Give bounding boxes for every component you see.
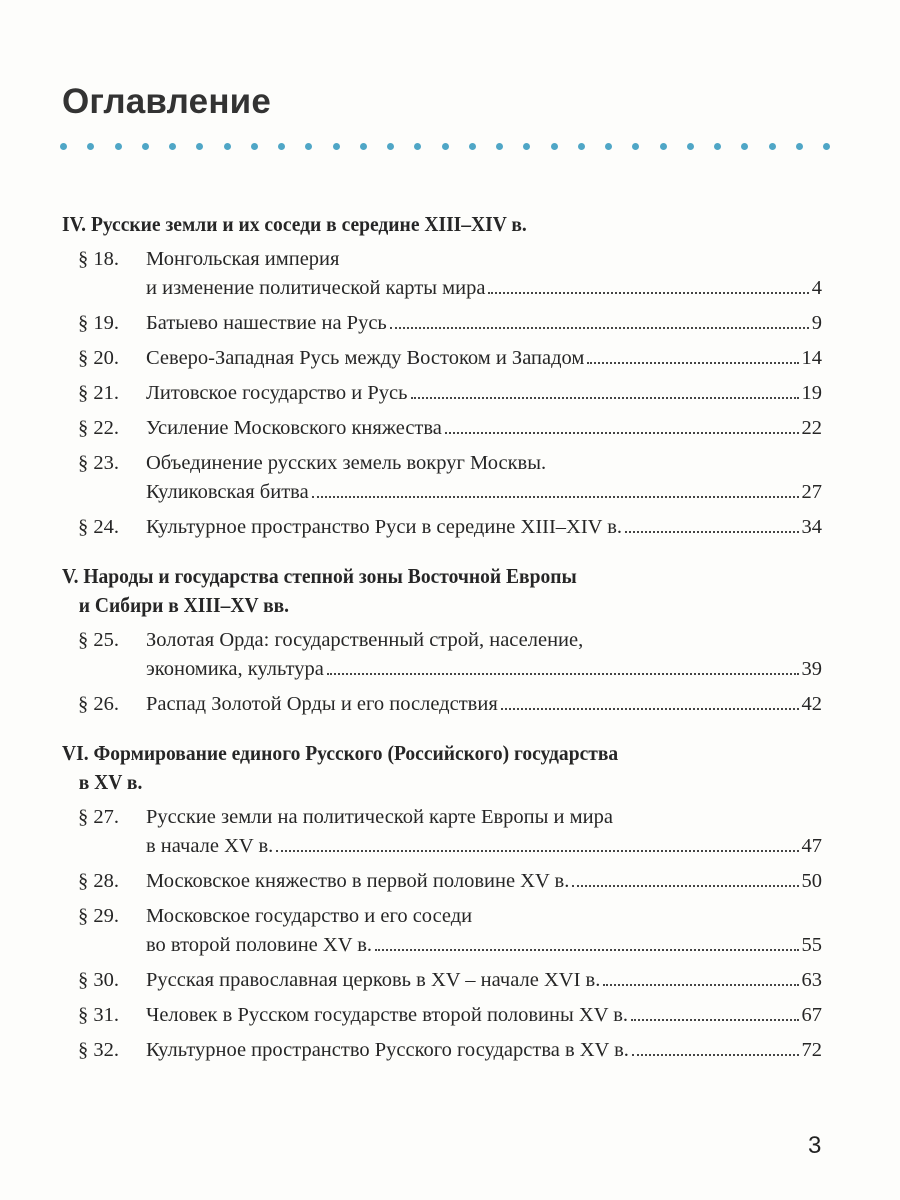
divider-dot (605, 143, 612, 150)
divider-dot (551, 143, 558, 150)
entry-page-number: 4 (811, 277, 822, 299)
entry-title: Русская православная церковь в XV – начале XVI в. (146, 969, 601, 991)
section-heading-line: V. Народы и государства степной зоны Восточной Европы (62, 564, 577, 588)
paragraph-number: § 26. (78, 693, 119, 715)
entry-title: Русские земли на политической карте Европы и мира (146, 806, 613, 828)
toc-section (62, 739, 822, 1065)
paragraph-number: § 25. (78, 629, 119, 651)
entry-title: Монгольская империя (146, 248, 340, 270)
divider-dot (196, 143, 203, 150)
divider-dot (714, 143, 721, 150)
decorative-dot-divider (60, 143, 830, 153)
paragraph-number: § 29. (78, 905, 119, 927)
divider-dot (115, 143, 122, 150)
page-title: Оглавление (62, 82, 272, 121)
toc-entry[interactable] (62, 867, 822, 896)
divider-dot (578, 143, 585, 150)
section-heading (62, 210, 825, 239)
divider-dot (305, 143, 312, 150)
paragraph-number: § 28. (78, 870, 119, 892)
entry-title: Объединение русских земель вокруг Москвы. (146, 452, 547, 474)
paragraph-number: § 24. (78, 516, 119, 538)
toc-entry[interactable] (62, 626, 822, 684)
dot-leader (488, 292, 808, 294)
toc-entry[interactable] (62, 966, 822, 995)
section-heading (62, 562, 825, 620)
section-heading-line: IV. Русские земли и их соседи в середине XIII–XIV в. (62, 212, 527, 236)
entry-title: Культурное пространство Русского государства в XV в. (146, 1039, 629, 1061)
paragraph-number: § 32. (78, 1039, 119, 1061)
entry-page-number: 67 (801, 1004, 822, 1026)
toc-entry[interactable] (62, 803, 822, 861)
dot-leader (625, 531, 798, 533)
divider-dot (169, 143, 176, 150)
toc-entry[interactable] (62, 690, 822, 719)
divider-dot (496, 143, 503, 150)
dot-leader (375, 949, 798, 951)
paragraph-number: § 20. (78, 347, 119, 369)
divider-dot (60, 143, 67, 150)
dot-leader (603, 984, 798, 986)
dot-leader (411, 397, 799, 399)
entry-title: Северо-Западная Русь между Востоком и Западом (146, 347, 585, 369)
paragraph-number: § 19. (78, 312, 119, 334)
toc-entry[interactable] (62, 513, 822, 542)
page-number: 3 (808, 1132, 822, 1159)
divider-dot (87, 143, 94, 150)
toc-entry[interactable] (62, 449, 822, 507)
entry-title: Золотая Орда: государственный строй, население, (146, 629, 584, 651)
divider-dot (741, 143, 748, 150)
divider-dot (469, 143, 476, 150)
toc-entry[interactable] (62, 344, 822, 373)
dot-leader (327, 673, 799, 675)
divider-dot (224, 143, 231, 150)
divider-dot (251, 143, 258, 150)
entry-title: экономика, культура (146, 658, 324, 680)
toc-entry[interactable] (62, 1001, 822, 1030)
divider-dot (333, 143, 340, 150)
divider-dot (387, 143, 394, 150)
entry-page-number: 50 (801, 870, 822, 892)
divider-dot (523, 143, 530, 150)
toc-entry[interactable] (62, 1036, 822, 1065)
divider-dot (660, 143, 667, 150)
dot-leader (631, 1019, 798, 1021)
divider-dot (632, 143, 639, 150)
section-heading-line: VI. Формирование единого Русского (Российского) государства (62, 741, 619, 765)
table-of-contents (62, 210, 822, 1085)
dot-leader (276, 850, 798, 852)
section-heading-line: в XV в. (78, 770, 143, 794)
entry-title: Усиление Московского княжества (146, 417, 442, 439)
entry-page-number: 34 (801, 516, 822, 538)
dot-leader (445, 432, 799, 434)
dot-leader (501, 708, 799, 710)
entry-page-number: 27 (801, 481, 822, 503)
entry-page-number: 72 (801, 1039, 822, 1061)
dot-leader (390, 327, 809, 329)
entry-title: Батыево нашествие на Русь (146, 312, 387, 334)
paragraph-number: § 27. (78, 806, 119, 828)
paragraph-number: § 23. (78, 452, 119, 474)
entry-page-number: 63 (801, 969, 822, 991)
divider-dot (796, 143, 803, 150)
entry-page-number: 22 (801, 417, 822, 439)
dot-leader (572, 885, 798, 887)
paragraph-number: § 30. (78, 969, 119, 991)
dot-leader (587, 362, 798, 364)
divider-dot (442, 143, 449, 150)
divider-dot (414, 143, 421, 150)
entry-page-number: 14 (801, 347, 822, 369)
entry-title: Куликовская битва (146, 481, 309, 503)
entry-title: Распад Золотой Орды и его последствия (146, 693, 498, 715)
entry-page-number: 55 (801, 934, 822, 956)
toc-section (62, 562, 822, 719)
dot-leader (632, 1054, 799, 1056)
divider-dot (142, 143, 149, 150)
section-heading (62, 739, 825, 797)
divider-dot (278, 143, 285, 150)
toc-entry[interactable] (62, 902, 822, 960)
toc-entry[interactable] (62, 309, 822, 338)
entry-title: и изменение политической карты мира (146, 277, 486, 299)
entry-page-number: 19 (801, 382, 822, 404)
dot-leader (312, 496, 799, 498)
divider-dot (769, 143, 776, 150)
entry-page-number: 39 (801, 658, 822, 680)
entry-page-number: 47 (801, 835, 822, 857)
entry-title: Литовское государство и Русь (146, 382, 408, 404)
paragraph-number: § 31. (78, 1004, 119, 1026)
entry-title: Московское государство и его соседи (146, 905, 473, 927)
entry-title: во второй половине XV в. (146, 934, 373, 956)
entry-page-number: 42 (801, 693, 822, 715)
toc-entry[interactable] (62, 245, 822, 303)
entry-title: в начале XV в. (146, 835, 274, 857)
entry-title: Человек в Русском государстве второй половины XV в. (146, 1004, 629, 1026)
toc-section (62, 210, 822, 542)
paragraph-number: § 22. (78, 417, 119, 439)
toc-entry[interactable] (62, 414, 822, 443)
entry-title: Московское княжество в первой половине XV в. (146, 870, 570, 892)
section-heading-line: и Сибири в XIII–XV вв. (78, 593, 290, 617)
entry-title: Культурное пространство Руси в середине XIII–XIV в. (146, 516, 623, 538)
entry-page-number: 9 (811, 312, 822, 334)
divider-dot (687, 143, 694, 150)
paragraph-number: § 18. (78, 248, 119, 270)
toc-entry[interactable] (62, 379, 822, 408)
paragraph-number: § 21. (78, 382, 119, 404)
divider-dot (823, 143, 830, 150)
divider-dot (360, 143, 367, 150)
